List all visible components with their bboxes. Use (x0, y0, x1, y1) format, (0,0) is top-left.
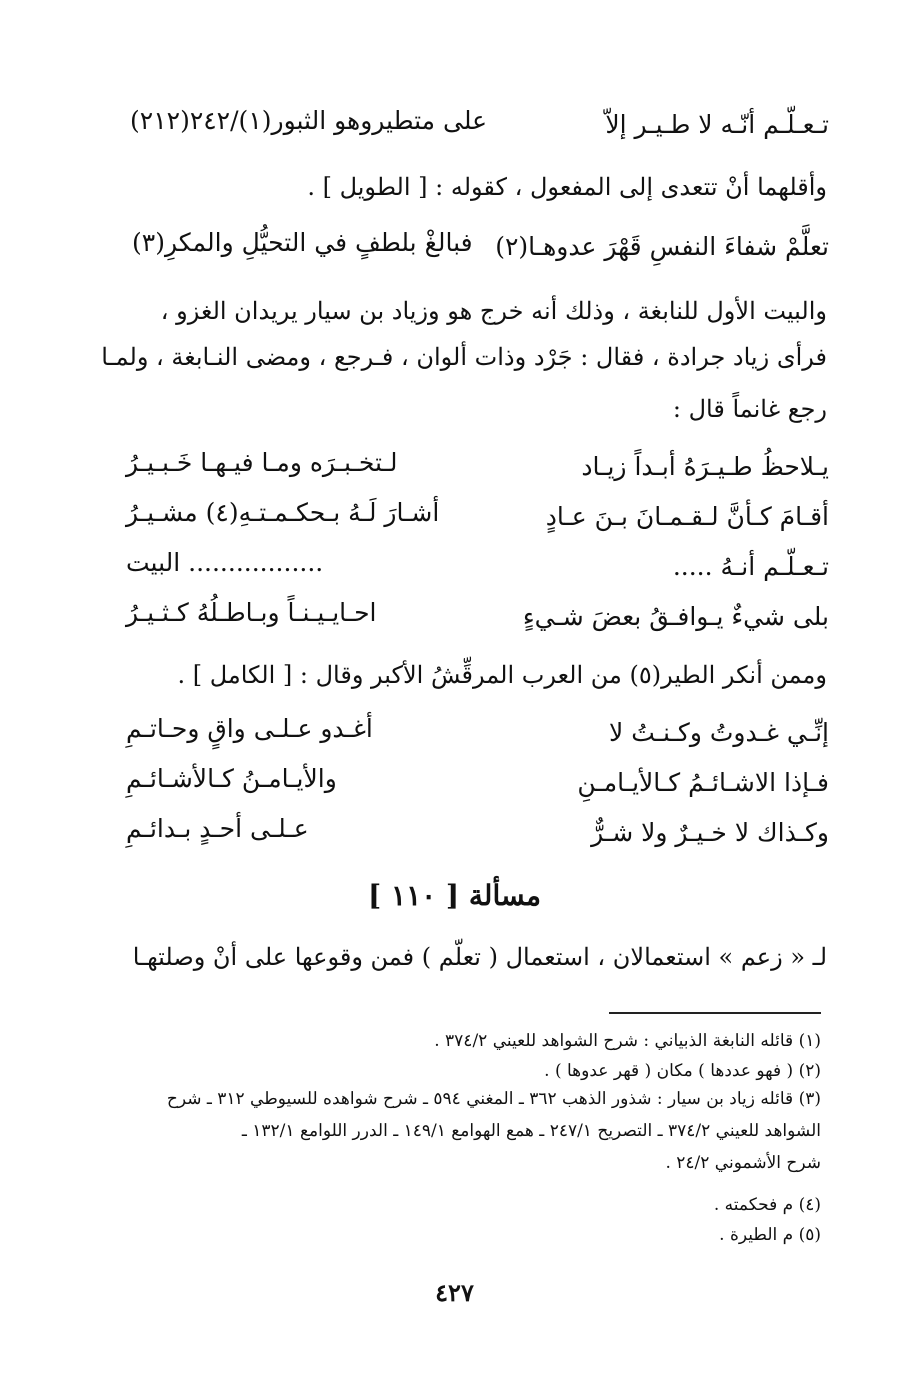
poem-2-line-1-first: إنِّـي غـدوتُ وكـنـتُ لا (608, 718, 829, 747)
footnote-3-cont: الشواهد للعيني ٣٧٤/٢ ـ التصريح ٢٤٧/١ ـ همع الهوامع ١٤٩/١ ـ الدرر اللوامع ١٣٢/١ ـ (241, 1121, 821, 1141)
poem-1-line-1-first: يـلاحظُ طـيـرَهُ أبـداً زيـاد (581, 452, 829, 481)
poem-2-line-2-first: فـإذا الاشـائـمُ كـالأيـامـنِ (577, 768, 829, 797)
footnote-3-cont: شرح الأشموني ٢٤/٢ . (665, 1153, 821, 1173)
poem-2-line-2-second: والأيـامـنُ كـالأشـائـمِ (126, 764, 337, 793)
poem-1-line-3-second: ................. البيت (126, 548, 324, 577)
prose-line: وأقلهما أنْ تتعدى إلى المفعول ، كقوله : [ الطويل ] . (307, 173, 827, 201)
footnote-5: (٥) م الطيرة . (719, 1225, 821, 1245)
poem-1-line-4-first: بلى شيءٌ يـوافـقُ بعضَ شـيءٍ (522, 602, 829, 631)
prose-line: والبيت الأول للنابغة ، وذلك أنه خرج هو وزياد بن سيار يريدان الغزو ، (160, 297, 827, 325)
footnote-divider (609, 1012, 821, 1014)
section-heading: مسألة [ ١١٠ ] (368, 879, 541, 912)
poem-1-line-1-second: لـتخـبـرَه ومـا فيـهـا خَـبـيـرُ (126, 448, 398, 477)
poem-1-line-2-second: أشـارَ لَـهُ بـحكـمـتـهِ(٤) مشـيـرُ (126, 498, 440, 527)
verse-1-second-hemistich: على متطيروهو الثبور(١)/٢٤٢(٢١٢) (130, 106, 488, 135)
poem-1-line-4-second: احـايـيـنـاً وبـاطـلُهُ كـثـيـرُ (126, 598, 377, 627)
poem-2-line-1-second: أغـدو عـلـى واقٍ وحـاتـمِ (126, 714, 373, 743)
footnote-2: (٢) ( فهو عددها ) مكان ( قهر عدوها ) . (544, 1061, 821, 1081)
page-number: ٤٢٧ (435, 1278, 474, 1307)
prose-line: لـ « زعم » استعمالان ، استعمال ( تعلّم ) فمن وقوعها على أنْ وصلتهـا (132, 943, 827, 971)
footnote-1: (١) قائله النابغة الذبياني : شرح الشواهد للعيني ٣٧٤/٢ . (434, 1031, 821, 1051)
poem-1-line-2-first: أقـامَ كـأنَّ لـقـمـانَ بـنَ عـادٍ (545, 502, 829, 531)
verse-1-first-hemistich: تـعـلّـم أنّـه لا طـيـر إلاّ (605, 110, 829, 139)
footnote-4: (٤) م فحكمته . (713, 1195, 821, 1215)
verse-2-first-hemistich: تعلَّمْ شفاءَ النفسِ قَهْرَ عدوهـا(٢) (495, 232, 829, 261)
poem-1-line-3-first: تـعـلّـم أنـهُ ..... (672, 552, 829, 581)
footnote-3: (٣) قائله زياد بن سيار : شذور الذهب ٣٦٢ ـ المغني ٥٩٤ ـ شرح شواهده للسيوطي ٣١٢ ـ شرح (166, 1089, 821, 1109)
poem-2-line-3-second: عـلـى أحـدٍ بـدائـمِ (126, 814, 309, 843)
prose-line: وممن أنكر الطير(٥) من العرب المرقِّشُ الأكبر وقال : [ الكامل ] . (177, 661, 827, 689)
prose-line: فرأى زياد جرادة ، فقال : جَرْد وذات ألوان ، فـرجع ، ومضى النـابغة ، ولمـا (101, 343, 827, 371)
prose-line: رجع غانماً قال : (672, 395, 827, 423)
verse-2-second-hemistich: فبالغْ بلطفٍ في التحيُّلِ والمكرِ(٣) (132, 228, 473, 257)
poem-2-line-3-first: وكـذاك لا خـيـرٌ ولا شـرٌّ (591, 818, 829, 847)
